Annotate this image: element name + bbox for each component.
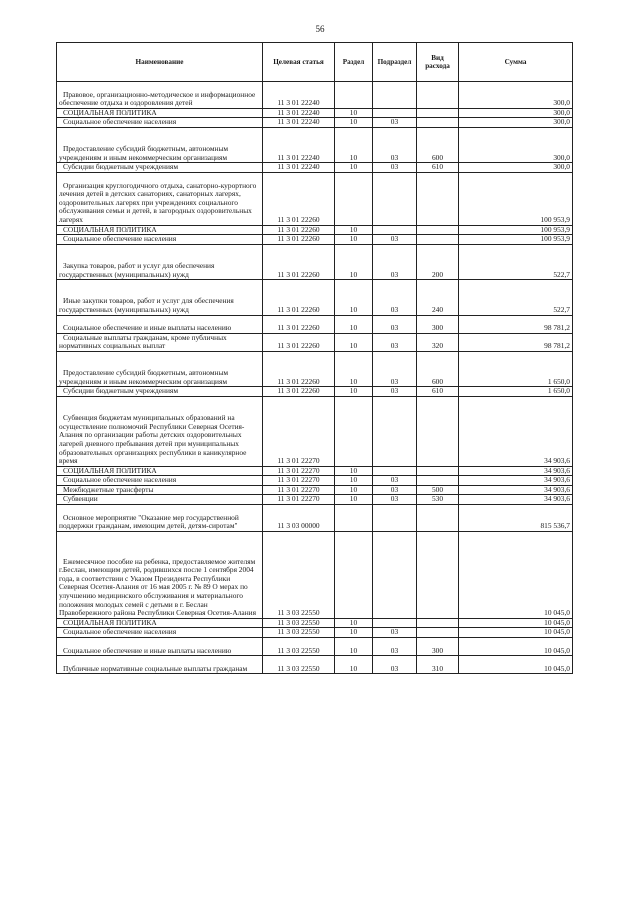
row-target-code: 11 3 01 22240: [263, 118, 335, 128]
row-subsection: [373, 82, 417, 109]
row-sum: 10 045,0: [459, 638, 573, 656]
row-target-code: 11 3 01 22270: [263, 466, 335, 476]
table-row: [57, 618, 573, 628]
row-sum: 300,0: [459, 108, 573, 118]
row-expense-kind: 600: [417, 351, 459, 386]
row-sum: 10 045,0: [459, 628, 573, 638]
row-sum: 10 045,0: [459, 656, 573, 674]
row-section: 10: [335, 495, 373, 505]
row-target-code: 11 3 01 22270: [263, 396, 335, 466]
row-subsection: 03: [373, 387, 417, 397]
row-name: Публичные нормативные социальные выплаты гражданам: [57, 656, 263, 674]
row-subsection: 03: [373, 280, 417, 315]
row-sum: 34 903,6: [459, 495, 573, 505]
row-expense-kind: [417, 225, 459, 235]
row-target-code: 11 3 01 22260: [263, 244, 335, 279]
row-name: Субсидии бюджетным учреждениям: [57, 387, 263, 397]
row-name: Социальное обеспечение населения: [57, 118, 263, 128]
header-section: Раздел: [335, 43, 373, 82]
row-expense-kind: [417, 172, 459, 225]
row-subsection: 03: [373, 351, 417, 386]
row-expense-kind: [417, 108, 459, 118]
row-name: Социальное обеспечение населения: [57, 628, 263, 638]
row-section: 10: [335, 108, 373, 118]
budget-table: [56, 42, 573, 674]
row-subsection: [373, 172, 417, 225]
row-target-code: 11 3 01 22260: [263, 315, 335, 333]
row-name: СОЦИАЛЬНАЯ ПОЛИТИКА: [57, 225, 263, 235]
row-expense-kind: 320: [417, 333, 459, 351]
row-expense-kind: [417, 476, 459, 486]
table-row: [57, 127, 573, 162]
row-subsection: 03: [373, 638, 417, 656]
row-section: [335, 172, 373, 225]
row-target-code: 11 3 01 22270: [263, 485, 335, 495]
table-row: [57, 108, 573, 118]
row-target-code: 11 3 01 22260: [263, 333, 335, 351]
row-section: 10: [335, 225, 373, 235]
row-target-code: 11 3 01 22270: [263, 476, 335, 486]
row-subsection: 03: [373, 315, 417, 333]
row-target-code: 11 3 01 22240: [263, 127, 335, 162]
row-name: Субвенции: [57, 495, 263, 505]
table-row: [57, 351, 573, 386]
row-section: 10: [335, 638, 373, 656]
row-sum: 34 903,6: [459, 396, 573, 466]
row-subsection: [373, 396, 417, 466]
table-row: [57, 333, 573, 351]
row-section: 10: [335, 351, 373, 386]
row-expense-kind: 300: [417, 315, 459, 333]
row-target-code: 11 3 03 22550: [263, 656, 335, 674]
table-row: [57, 225, 573, 235]
row-target-code: 11 3 01 22260: [263, 235, 335, 245]
row-name: Социальное обеспечение и иные выплаты населению: [57, 638, 263, 656]
page-number: 56: [315, 24, 325, 34]
header-kind: Вид расхода: [417, 43, 459, 82]
row-expense-kind: 530: [417, 495, 459, 505]
row-sum: 522,7: [459, 244, 573, 279]
row-target-code: 11 3 01 22240: [263, 82, 335, 109]
row-subsection: 03: [373, 235, 417, 245]
row-expense-kind: 600: [417, 127, 459, 162]
row-name: Социальное обеспечение населения: [57, 235, 263, 245]
row-name: Организация круглогодичного отдыха, санаторно-курортного лечения детей в детских санаториях, санаторных лагерях, оздоровительных лагерях при учреждениях социального обслуживания семьи и детей, в загородных оздоровительных лагерях: [57, 172, 263, 225]
row-name: Предоставление субсидий бюджетным, автономным учреждениям и иным некоммерческим организациям: [57, 127, 263, 162]
row-subsection: 03: [373, 333, 417, 351]
row-target-code: 11 3 01 22260: [263, 351, 335, 386]
table-row: [57, 280, 573, 315]
row-target-code: 11 3 03 22550: [263, 628, 335, 638]
row-section: 10: [335, 333, 373, 351]
row-section: 10: [335, 118, 373, 128]
row-name: СОЦИАЛЬНАЯ ПОЛИТИКА: [57, 108, 263, 118]
row-expense-kind: 610: [417, 163, 459, 173]
table-row: [57, 387, 573, 397]
table-row: [57, 495, 573, 505]
row-subsection: [373, 505, 417, 532]
table-row: [57, 485, 573, 495]
header-subsection: Подраздел: [373, 43, 417, 82]
row-sum: 98 781,2: [459, 333, 573, 351]
row-subsection: [373, 225, 417, 235]
row-subsection: 03: [373, 127, 417, 162]
row-name: Ежемесячное пособие на ребенка, предоставляемое жителям г.Беслан, имеющим детей, родившихся после 1 сентября 2004 года, в соответствии с Указом Президента Республики Северная Осетия-Алания от 16 мая 2005 г. № 89 О мерах по улучшению медицинского обслуживания и материального положения молодых семей с детьми в г. Беслан Правобережного района Республики Северная Осетия-Алания: [57, 531, 263, 618]
row-name: Социальное обеспечение и иные выплаты населению: [57, 315, 263, 333]
row-name: СОЦИАЛЬНАЯ ПОЛИТИКА: [57, 466, 263, 476]
row-section: 10: [335, 127, 373, 162]
row-subsection: 03: [373, 163, 417, 173]
table-row: [57, 638, 573, 656]
row-name: Субвенция бюджетам муниципальных образований на осуществление полномочий Республики Северная Осетия-Алания по организации работы детских оздоровительных лагерей дневного пребывания детей при муниципальных образовательных организациях республики в каникулярное время: [57, 396, 263, 466]
row-target-code: 11 3 03 22550: [263, 618, 335, 628]
row-target-code: 11 3 01 22240: [263, 108, 335, 118]
row-expense-kind: [417, 396, 459, 466]
header-code: Целевая статья: [263, 43, 335, 82]
row-sum: 1 650,0: [459, 351, 573, 386]
row-expense-kind: 200: [417, 244, 459, 279]
row-section: 10: [335, 628, 373, 638]
row-subsection: 03: [373, 656, 417, 674]
row-name: Предоставление субсидий бюджетным, автономным учреждениям и иным некоммерческим организациям: [57, 351, 263, 386]
row-sum: 10 045,0: [459, 618, 573, 628]
row-sum: 815 536,7: [459, 505, 573, 532]
row-name: Правовое, организационно-методическое и информационное обеспечение отдыха и оздоровления детей: [57, 82, 263, 109]
row-sum: 522,7: [459, 280, 573, 315]
row-name: Закупка товаров, работ и услуг для обеспечения государственных (муниципальных) нужд: [57, 244, 263, 279]
row-expense-kind: 610: [417, 387, 459, 397]
table-row: [57, 235, 573, 245]
row-target-code: 11 3 01 22260: [263, 172, 335, 225]
row-sum: 1 650,0: [459, 387, 573, 397]
table-header-row: [57, 43, 573, 82]
table-row: [57, 163, 573, 173]
table-row: [57, 118, 573, 128]
row-expense-kind: [417, 618, 459, 628]
table-row: [57, 466, 573, 476]
row-sum: 100 953,9: [459, 172, 573, 225]
table-body: [57, 82, 573, 674]
table-row: [57, 315, 573, 333]
row-section: 10: [335, 476, 373, 486]
row-section: 10: [335, 244, 373, 279]
row-section: 10: [335, 466, 373, 476]
table-row: [57, 82, 573, 109]
row-name: Социальные выплаты гражданам, кроме публичных нормативных социальных выплат: [57, 333, 263, 351]
row-sum: 100 953,9: [459, 225, 573, 235]
row-section: [335, 396, 373, 466]
row-expense-kind: 310: [417, 656, 459, 674]
row-target-code: 11 3 01 22240: [263, 163, 335, 173]
row-subsection: [373, 108, 417, 118]
row-name: Социальное обеспечение населения: [57, 476, 263, 486]
row-sum: 34 903,6: [459, 485, 573, 495]
row-section: 10: [335, 235, 373, 245]
table-row: [57, 628, 573, 638]
row-subsection: 03: [373, 628, 417, 638]
row-target-code: 11 3 03 00000: [263, 505, 335, 532]
row-name: Субсидии бюджетным учреждениям: [57, 163, 263, 173]
table-row: [57, 396, 573, 466]
row-sum: 34 903,6: [459, 466, 573, 476]
row-expense-kind: 240: [417, 280, 459, 315]
header-sum: Сумма: [459, 43, 573, 82]
row-sum: 300,0: [459, 118, 573, 128]
row-section: [335, 531, 373, 618]
row-name: Основное мероприятие "Оказание мер государственной поддержки гражданам, имеющим детей, детям-сиротам": [57, 505, 263, 532]
row-expense-kind: 300: [417, 638, 459, 656]
row-target-code: 11 3 01 22260: [263, 225, 335, 235]
row-section: 10: [335, 163, 373, 173]
row-sum: 34 903,6: [459, 476, 573, 486]
row-expense-kind: [417, 82, 459, 109]
row-sum: 300,0: [459, 163, 573, 173]
row-name: СОЦИАЛЬНАЯ ПОЛИТИКА: [57, 618, 263, 628]
row-expense-kind: [417, 628, 459, 638]
row-section: 10: [335, 315, 373, 333]
row-section: [335, 505, 373, 532]
table-row: [57, 476, 573, 486]
row-target-code: 11 3 03 22550: [263, 531, 335, 618]
row-subsection: 03: [373, 485, 417, 495]
row-target-code: 11 3 01 22260: [263, 387, 335, 397]
row-section: 10: [335, 485, 373, 495]
row-expense-kind: [417, 466, 459, 476]
row-section: 10: [335, 387, 373, 397]
row-expense-kind: 500: [417, 485, 459, 495]
row-subsection: [373, 618, 417, 628]
row-section: 10: [335, 618, 373, 628]
row-sum: 100 953,9: [459, 235, 573, 245]
table-row: [57, 172, 573, 225]
row-sum: 10 045,0: [459, 531, 573, 618]
row-sum: 300,0: [459, 127, 573, 162]
table-row: [57, 656, 573, 674]
header-name: Наименование: [57, 43, 263, 82]
row-subsection: 03: [373, 118, 417, 128]
row-expense-kind: [417, 505, 459, 532]
row-sum: 98 781,2: [459, 315, 573, 333]
row-subsection: [373, 531, 417, 618]
row-target-code: 11 3 01 22270: [263, 495, 335, 505]
table-row: [57, 244, 573, 279]
row-section: [335, 82, 373, 109]
row-expense-kind: [417, 235, 459, 245]
table-row: [57, 505, 573, 532]
row-sum: 300,0: [459, 82, 573, 109]
row-subsection: 03: [373, 244, 417, 279]
row-target-code: 11 3 01 22260: [263, 280, 335, 315]
row-name: Межбюджетные трансферты: [57, 485, 263, 495]
row-expense-kind: [417, 118, 459, 128]
row-expense-kind: [417, 531, 459, 618]
row-subsection: [373, 466, 417, 476]
row-section: 10: [335, 280, 373, 315]
row-section: 10: [335, 656, 373, 674]
row-name: Иные закупки товаров, работ и услуг для обеспечения государственных (муниципальных) нужд: [57, 280, 263, 315]
row-subsection: 03: [373, 495, 417, 505]
row-subsection: 03: [373, 476, 417, 486]
table-row: [57, 531, 573, 618]
row-target-code: 11 3 03 22550: [263, 638, 335, 656]
